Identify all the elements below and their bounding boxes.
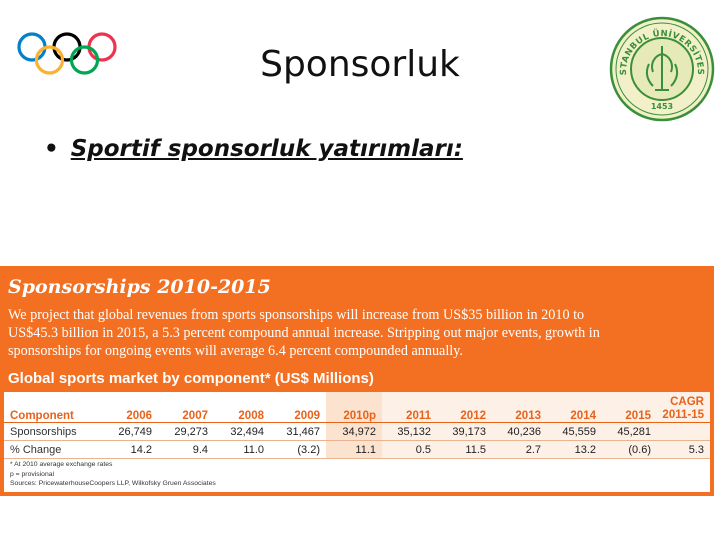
bullet-text: Sportif sponsorluk yatırımları: <box>70 136 463 162</box>
report-title: Sponsorships 2010-2015 <box>8 276 271 298</box>
table-cell: % Change <box>4 441 102 459</box>
column-header: 2012 <box>437 392 492 423</box>
table-cell: 13.2 <box>547 441 602 459</box>
table-subtitle: Global sports market by component* (US$ Millions) <box>8 370 374 387</box>
table-cell: 45,559 <box>547 423 602 441</box>
sponsorship-report-image <box>0 266 714 496</box>
slide-title: Sponsorluk <box>260 44 460 85</box>
table-note: Sources: PricewaterhouseCoopers LLP, Wilkofsky Gruen Associates <box>10 480 216 487</box>
table-cell: 26,749 <box>102 423 158 441</box>
svg-text:1453: 1453 <box>650 102 674 111</box>
table-cell: 0.5 <box>382 441 437 459</box>
table-cell: (3.2) <box>270 441 326 459</box>
table-cell: 29,273 <box>158 423 214 441</box>
table-cell: 14.2 <box>102 441 158 459</box>
olympic-ring-blue <box>19 34 45 60</box>
table-cell: 35,132 <box>382 423 437 441</box>
cagr-label: CAGR <box>670 396 704 408</box>
table-row <box>4 423 710 441</box>
olympic-ring-green <box>72 47 98 73</box>
column-header: 2010p <box>326 392 382 423</box>
table-cell: 40,236 <box>492 423 547 441</box>
olympic-ring-black <box>54 34 80 60</box>
bullet-dot: • <box>44 136 59 162</box>
table-cell: Sponsorships <box>4 423 102 441</box>
table-cell: 39,173 <box>437 423 492 441</box>
table-cell: (0.6) <box>602 441 657 459</box>
column-header: 2008 <box>214 392 270 423</box>
table-cell: 5.3 <box>657 441 710 459</box>
table-cell: 11.5 <box>437 441 492 459</box>
table-cell: 45,281 <box>602 423 657 441</box>
column-header: Component <box>4 392 102 423</box>
table-cell: 9.4 <box>158 441 214 459</box>
column-header: 2009 <box>270 392 326 423</box>
column-header: 2007 <box>158 392 214 423</box>
table-note: * At 2010 average exchange rates <box>10 461 113 468</box>
table-cell: 32,494 <box>214 423 270 441</box>
table-cell: 11.1 <box>326 441 382 459</box>
column-header: 2006 <box>102 392 158 423</box>
column-header: 2014 <box>547 392 602 423</box>
table-row <box>4 441 710 459</box>
olympic-ring-red <box>89 34 115 60</box>
report-paragraph <box>8 306 698 360</box>
cagr-period: 2011-15 <box>662 409 704 421</box>
column-header: 2015 <box>602 392 657 423</box>
svg-text:İSTANBUL ÜNİVERSİTESİ: STANBUL ÜNİVERSİTES <box>618 28 706 76</box>
table-header-row <box>4 392 710 423</box>
column-header: 2011 <box>382 392 437 423</box>
olympic-ring-yellow <box>37 47 63 73</box>
column-header: 2013 <box>492 392 547 423</box>
market-table <box>4 392 710 459</box>
table-cell: 2.7 <box>492 441 547 459</box>
table-cell <box>657 423 710 441</box>
table-notes <box>10 460 216 489</box>
olympic-rings-logo <box>14 30 122 76</box>
market-table-panel <box>4 392 710 492</box>
table-cell: 11.0 <box>214 441 270 459</box>
table-note: p = provisional <box>10 470 55 478</box>
report-paragraph-line: We project that global revenues from sports sponsorships will increase from US$35 billion in 2010 to <box>8 307 585 323</box>
report-paragraph-line: sponsorships for ongoing events will average 6.4 percent compounded annually. <box>8 343 463 359</box>
table-cell: 31,467 <box>270 423 326 441</box>
table-cell: 34,972 <box>326 423 382 441</box>
report-paragraph-line: US$45.3 billion in 2015, a 5.3 percent compound annual increase. Stripping out major events, growth in <box>8 325 600 341</box>
column-header-cagr <box>657 392 710 423</box>
university-seal-logo <box>609 16 715 122</box>
bullet-item <box>44 136 463 162</box>
